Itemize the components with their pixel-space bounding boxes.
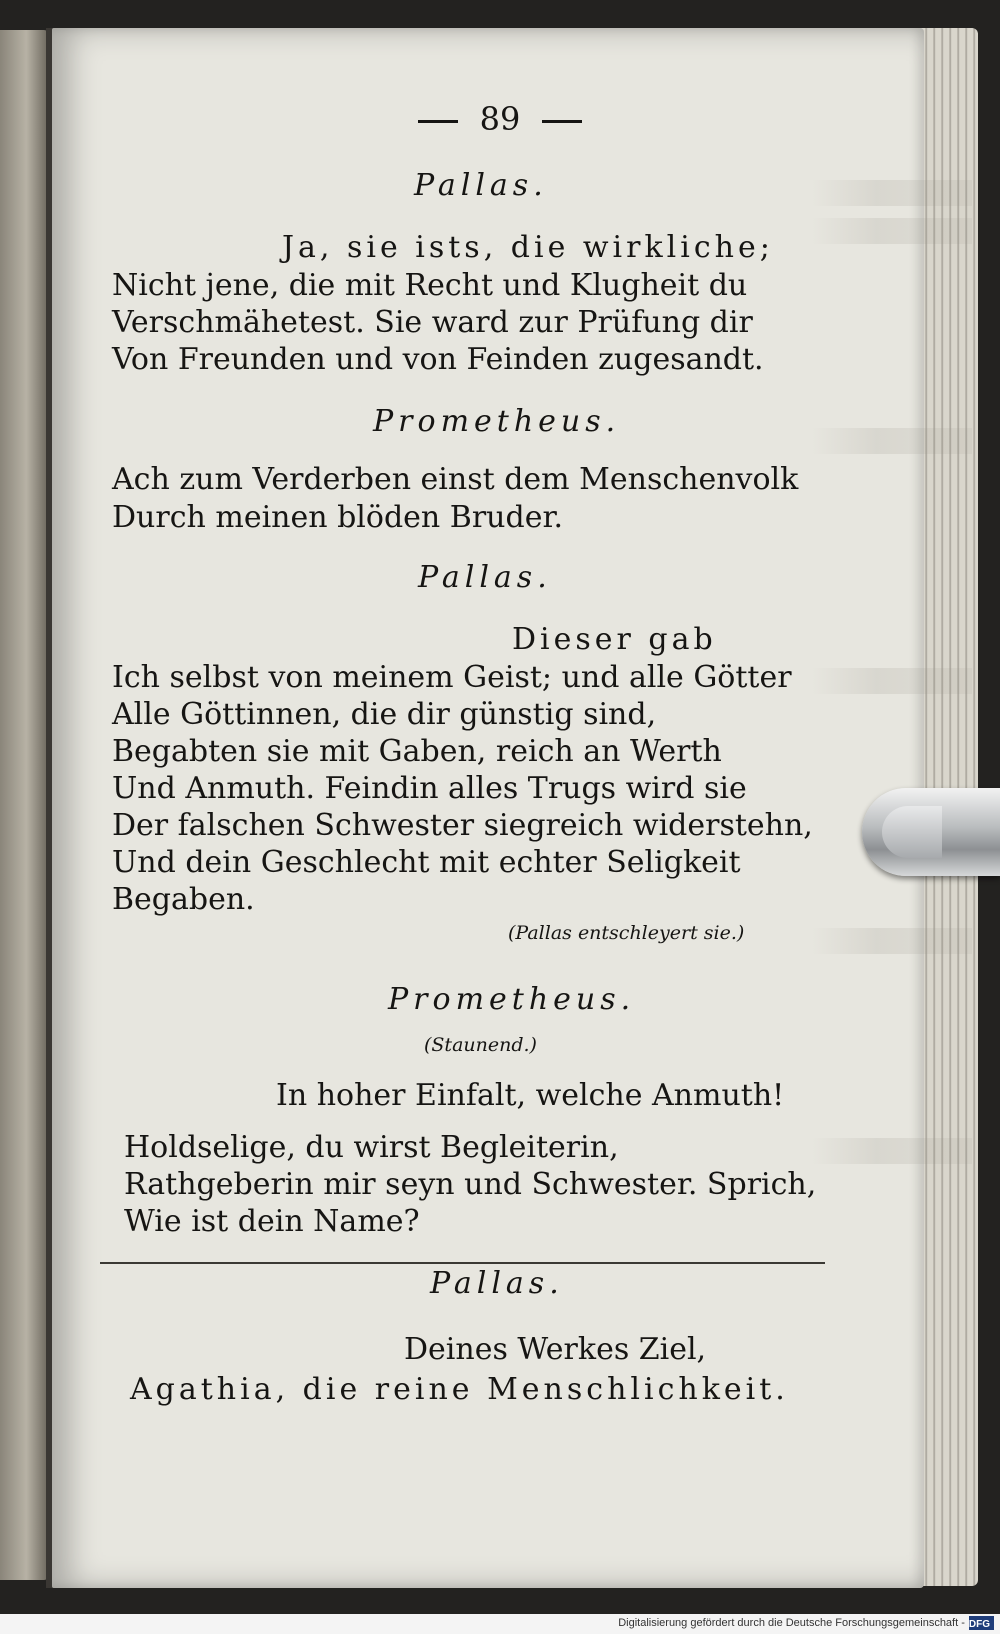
verse-line: Nicht jene, die mit Recht und Klugheit du (112, 268, 748, 303)
verse-line: Und dein Geschlecht mit echter Seligkeit (112, 845, 741, 880)
speaker-name: Prometheus. (373, 404, 621, 439)
left-page-edge (0, 30, 48, 1580)
bleed-through (812, 218, 972, 244)
dfg-logo: DFG (969, 1616, 994, 1630)
verse-line: Und Anmuth. Feindin alles Trugs wird sie (112, 771, 747, 806)
speaker-name: Pallas. (418, 560, 552, 595)
speaker-name: Pallas. (430, 1266, 564, 1301)
verse-line: Ach zum Verderben einst dem Menschenvolk (112, 462, 799, 497)
page-number-dash-right (542, 120, 582, 123)
digitization-footer (0, 1614, 1000, 1634)
speaker-name: Pallas. (414, 168, 548, 203)
verse-line: Der falschen Schwester siegreich widerstehn, (112, 808, 813, 843)
verse-line: Wie ist dein Name? (124, 1204, 420, 1239)
page-number-text: 89 (479, 100, 521, 138)
separator-rule (100, 1262, 825, 1264)
bleed-through (812, 928, 972, 954)
verse-line: In hoher Einfalt, welche Anmuth! (276, 1078, 785, 1113)
bleed-through (812, 1138, 972, 1164)
verse-line: Ja, sie ists, die wirkliche; (282, 230, 774, 265)
stage-direction: (Staunend.) (424, 1034, 537, 1056)
verse-line: Agathia, die reine Menschlichkeit. (130, 1372, 789, 1407)
bleed-through (812, 428, 972, 454)
page-clip (862, 788, 1000, 876)
bleed-through (812, 668, 972, 694)
verse-line: Durch meinen blöden Bruder. (112, 500, 564, 535)
verse-line: Alle Göttinnen, die dir günstig sind, (112, 697, 657, 732)
page-number (0, 100, 1000, 138)
bleed-through (812, 180, 972, 206)
verse-line: Holdselige, du wirst Begleiterin, (124, 1130, 619, 1165)
verse-line: Rathgeberin mir seyn und Schwester. Sprich, (124, 1167, 817, 1202)
verse-line: Deines Werkes Ziel, (404, 1332, 707, 1367)
verse-line: Begaben. (112, 882, 255, 917)
stage-direction: (Pallas entschleyert sie.) (508, 922, 745, 944)
verse-line: Von Freunden und von Feinden zugesandt. (112, 342, 764, 377)
verse-line: Dieser gab (512, 622, 717, 657)
verse-line: Verschmähetest. Sie ward zur Prüfung dir (112, 305, 753, 340)
footer-credit: Digitalisierung gefördert durch die Deutsche Forschungsgemeinschaft - (618, 1617, 965, 1629)
verse-line: Ich selbst von meinem Geist; und alle Götter (112, 660, 792, 695)
page-number-dash-left (418, 120, 458, 123)
verse-line: Begabten sie mit Gaben, reich an Werth (112, 734, 722, 769)
page-clip-shine (882, 806, 942, 858)
speaker-name: Prometheus. (388, 982, 636, 1017)
